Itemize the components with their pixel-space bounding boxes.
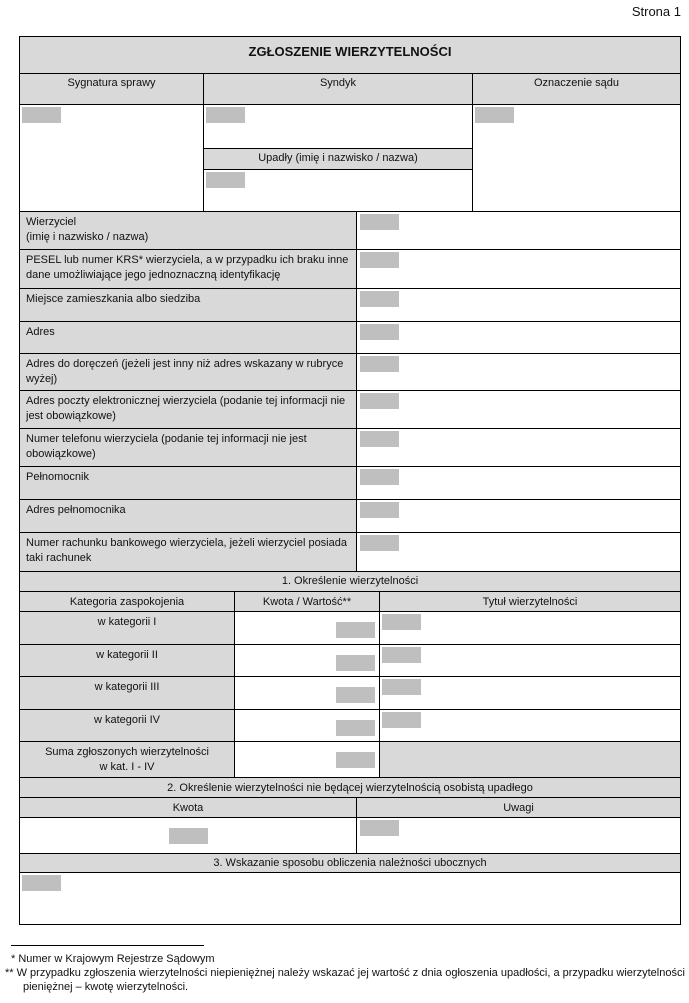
s1-sum-blank xyxy=(379,741,680,777)
creditor-row-label: Miejsce zamieszkania albo siedziba xyxy=(20,288,356,321)
footnote-separator xyxy=(11,945,204,946)
s1-sum-amount-field[interactable] xyxy=(336,752,375,768)
creditor-row-field[interactable] xyxy=(360,291,399,307)
creditor-row-field[interactable] xyxy=(360,431,399,447)
category-title-cell[interactable] xyxy=(379,676,680,709)
category-title-cell[interactable] xyxy=(379,709,680,741)
category-amount-cell[interactable] xyxy=(234,676,379,709)
category-amount-cell[interactable] xyxy=(234,611,379,644)
s1-header-amount: Kwota / Wartość** xyxy=(234,591,379,611)
creditor-row-label: PESEL lub numer KRS* wierzyciela, a w przypadku ich braku inne dane umożliwiające jego jednoznaczną identyfikację xyxy=(20,249,356,288)
creditor-row-label: Adres poczty elektronicznej wierzyciela (podanie tej informacji nie jest obowiązkowe) xyxy=(20,390,356,428)
bankrupt-cell[interactable] xyxy=(203,169,472,211)
creditor-row-field[interactable] xyxy=(360,535,399,551)
s3-cell[interactable] xyxy=(20,872,680,924)
form-title: ZGŁOSZENIE WIERZYTELNOŚCI xyxy=(20,37,680,73)
category-label: w kategorii II xyxy=(20,644,234,676)
header-trustee: Syndyk xyxy=(203,73,472,104)
creditor-row-label: Numer telefonu wierzyciela (podanie tej informacji nie jest obowiązkowe) xyxy=(20,428,356,466)
case-signature-field[interactable] xyxy=(22,107,61,123)
category-label: w kategorii III xyxy=(20,676,234,709)
category-amount-field[interactable] xyxy=(336,720,375,736)
creditor-row-label: Numer rachunku bankowego wierzyciela, jeżeli wierzyciel posiada taki rachunek xyxy=(20,532,356,571)
category-title-field[interactable] xyxy=(382,712,421,728)
court-field[interactable] xyxy=(475,107,514,123)
creditor-row-field[interactable] xyxy=(360,214,399,230)
header-case-signature: Sygnatura sprawy xyxy=(20,73,203,104)
s3-field[interactable] xyxy=(22,875,61,891)
category-title-cell[interactable] xyxy=(379,644,680,676)
creditor-row-label: Wierzyciel (imię i nazwisko / nazwa) xyxy=(20,211,356,249)
section3-title: 3. Wskazanie sposobu obliczenia należności ubocznych xyxy=(20,853,680,872)
category-label: w kategorii IV xyxy=(20,709,234,741)
creditor-row-value[interactable] xyxy=(356,249,680,288)
creditor-row-value[interactable] xyxy=(356,321,680,353)
creditor-row-value[interactable] xyxy=(356,353,680,390)
category-title-cell[interactable] xyxy=(379,611,680,644)
category-label: w kategorii I xyxy=(20,611,234,644)
category-title-field[interactable] xyxy=(382,679,421,695)
creditor-row-value[interactable] xyxy=(356,466,680,499)
page-number: Strona 1 xyxy=(631,4,681,19)
creditor-row-label: Adres do doręczeń (jeżeli jest inny niż adres wskazany w rubryce wyżej) xyxy=(20,353,356,390)
s1-sum-amount-cell[interactable] xyxy=(234,741,379,777)
s1-header-title: Tytuł wierzytelności xyxy=(379,591,680,611)
footnote-2: ** W przypadku zgłoszenia wierzytelności niepieniężnej należy wskazać jej wartość z dnia ogłoszenia upadłości, a przypadku wierzytelności pieniężnej – kwotę wierzytelności. xyxy=(5,967,685,993)
creditor-row-field[interactable] xyxy=(360,393,399,409)
s1-sum-label: Suma zgłoszonych wierzytelności w kat. I - IV xyxy=(20,741,234,777)
creditor-row-field[interactable] xyxy=(360,502,399,518)
s2-header-amount: Kwota xyxy=(20,797,356,817)
s2-remarks-cell[interactable] xyxy=(356,817,680,853)
trustee-cell[interactable] xyxy=(203,104,472,148)
creditor-row-value[interactable] xyxy=(356,532,680,571)
creditor-row-field[interactable] xyxy=(360,356,399,372)
section1-title: 1. Określenie wierzytelności xyxy=(20,571,680,591)
creditor-row-value[interactable] xyxy=(356,288,680,321)
creditor-row-value[interactable] xyxy=(356,390,680,428)
s1-header-category: Kategoria zaspokojenia xyxy=(20,591,234,611)
case-signature-cell[interactable] xyxy=(20,104,203,211)
creditor-row-field[interactable] xyxy=(360,469,399,485)
claim-form xyxy=(19,36,681,925)
creditor-row-field[interactable] xyxy=(360,252,399,268)
category-amount-cell[interactable] xyxy=(234,709,379,741)
section2-title: 2. Określenie wierzytelności nie będącej wierzytelnością osobistą upadłego xyxy=(20,777,680,797)
creditor-row-label: Adres xyxy=(20,321,356,353)
category-title-field[interactable] xyxy=(382,614,421,630)
category-amount-cell[interactable] xyxy=(234,644,379,676)
creditor-row-value[interactable] xyxy=(356,499,680,532)
footnote-1: * Numer w Krajowym Rejestrze Sądowym xyxy=(11,953,215,965)
bankrupt-field[interactable] xyxy=(206,172,245,188)
creditor-row-field[interactable] xyxy=(360,324,399,340)
s2-amount-field[interactable] xyxy=(169,828,208,844)
s2-amount-cell[interactable] xyxy=(20,817,356,853)
header-court: Oznaczenie sądu xyxy=(472,73,680,104)
creditor-row-label: Adres pełnomocnika xyxy=(20,499,356,532)
court-cell[interactable] xyxy=(472,104,680,211)
creditor-row-value[interactable] xyxy=(356,211,680,249)
s2-remarks-field[interactable] xyxy=(360,820,399,836)
category-amount-field[interactable] xyxy=(336,655,375,671)
creditor-row-label: Pełnomocnik xyxy=(20,466,356,499)
trustee-field[interactable] xyxy=(206,107,245,123)
bankrupt-label: Upadły (imię i nazwisko / nazwa) xyxy=(203,148,472,169)
s2-header-remarks: Uwagi xyxy=(356,797,680,817)
category-amount-field[interactable] xyxy=(336,622,375,638)
category-amount-field[interactable] xyxy=(336,687,375,703)
category-title-field[interactable] xyxy=(382,647,421,663)
creditor-row-value[interactable] xyxy=(356,428,680,466)
